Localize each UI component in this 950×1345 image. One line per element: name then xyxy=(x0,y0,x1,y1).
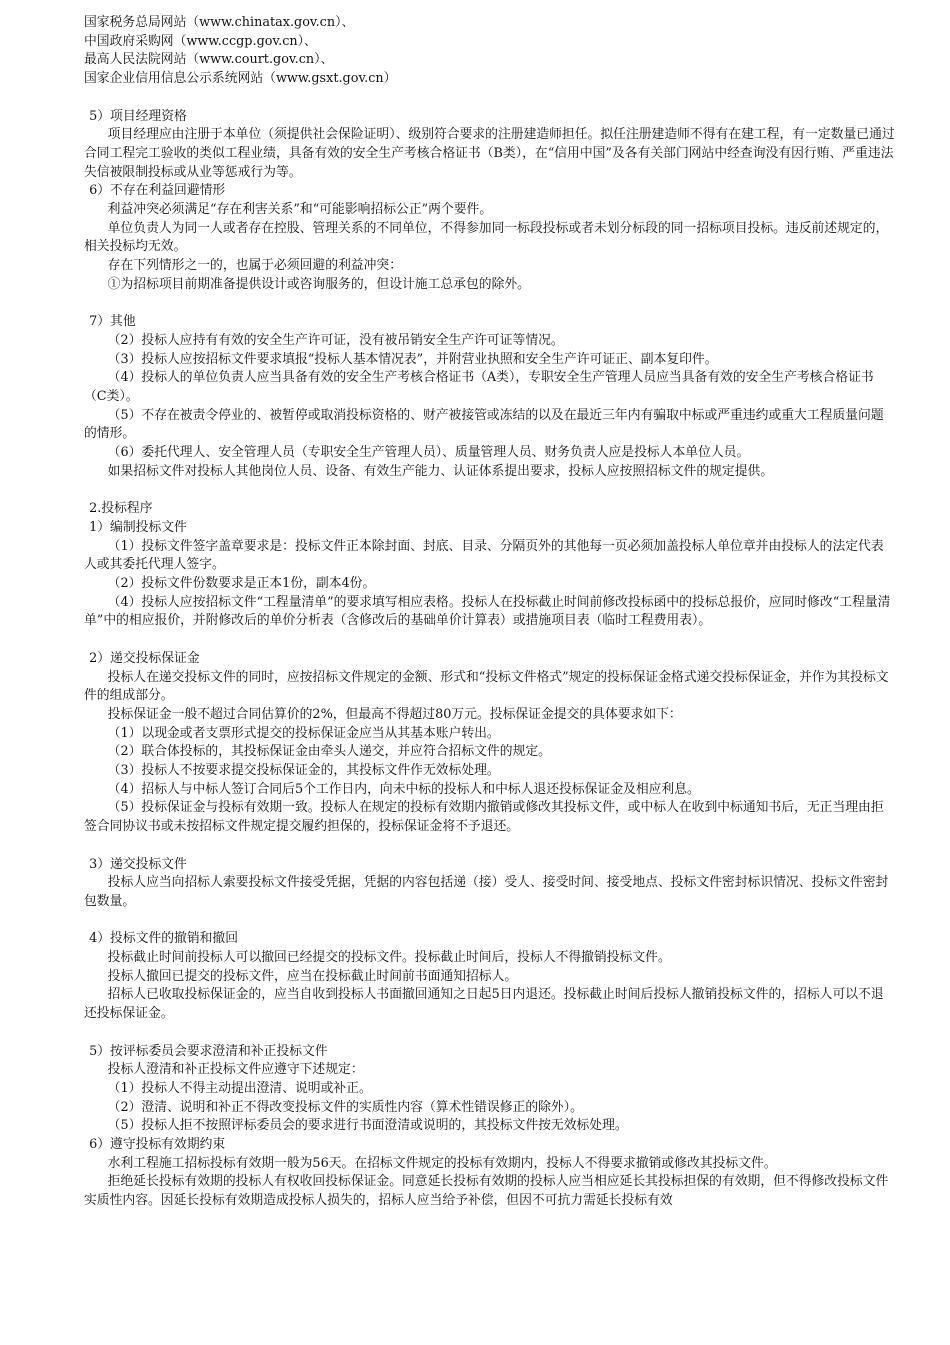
section-bidding-procedure xyxy=(84,500,896,631)
spacer xyxy=(84,837,896,856)
paragraph: 单位负责人为同一人或者存在控股、管理关系的不同单位，不得参加同一标段投标或者未划分标段的同一招标项目投标。违反前述规定的，相关投标均无效。 xyxy=(84,220,889,255)
list-item: （5）投标保证金与投标有效期一致。投标人在规定的投标有效期内撤销或修改其投标文件，或中标人在收到中标通知书后，无正当理由拒签合同协议书或未按招标文件规定提交履约担保的，投标保证金将不予退还。 xyxy=(84,800,884,835)
section-other xyxy=(84,313,896,481)
section-heading: 5）项目经理资格 xyxy=(89,108,187,124)
paragraph: 存在下列情形之一的，也属于必须回避的利益冲突： xyxy=(107,258,402,274)
spacer xyxy=(84,912,896,931)
paragraph: 投标截止时间前投标人可以撤回已经提交的投标文件。投标截止时间后，投标人不得撤销投标文件。 xyxy=(107,950,671,966)
list-item: （4）投标人应按招标文件“工程量清单”的要求填写相应表格。投标人在投标截止时间前修改投标函中的投标总报价，应同时修改“工程量清单”中的相应报价，并附修改后的单价分析表（含修改后的基础单价计算表）或措施项目表（临时工程费用表）。 xyxy=(84,594,891,629)
paragraph: 投标人撤回已提交的投标文件，应当在投标截止时间前书面通知招标人。 xyxy=(107,968,518,984)
spacer xyxy=(84,1024,896,1043)
list-item: （2）投标人应持有有效的安全生产许可证，没有被吊销安全生产许可证等情况。 xyxy=(107,332,564,348)
list-item: （4）投标人的单位负责人应当具备有效的安全生产考核合格证书（A类），专职安全生产管理人员应当具备有效的安全生产考核合格证书（C类）。 xyxy=(84,370,874,405)
section-project-manager xyxy=(84,108,896,183)
subsection-heading: 5）按评标委员会要求澄清和补正投标文件 xyxy=(89,1043,328,1059)
website-list xyxy=(84,14,896,89)
subsection-heading: 3）递交投标文件 xyxy=(89,856,187,872)
list-item: （4）招标人与中标人签订合同后5个工作日内，向未中标的投标人和中标人退还投标保证金及相应利息。 xyxy=(107,781,700,797)
list-item: （5）不存在被责令停业的、被暂停或取消投标资格的、财产被接管或冻结的以及在最近三年内有骗取中标或严重违约或重大工程质量问题的情形。 xyxy=(84,407,884,442)
paragraph: 项目经理应由注册于本单位（须提供社会保险证明）、级别符合要求的注册建造师担任。拟任注册建造师不得有在建工程，有一定数量已通过合同工程完工验收的类似工程业绩，具备有效的安全生产考核合格证书（B类），在“信用中国”及各有关部门网站中经查询没有因行贿、严重违法失信被限制投标或从业等惩戒行为等。 xyxy=(84,127,895,180)
section-heading: 2.投标程序 xyxy=(89,501,153,517)
spacer xyxy=(84,89,896,108)
section-validity xyxy=(84,1136,896,1211)
list-item: （2）投标文件份数要求是正本1份，副本4份。 xyxy=(107,576,376,592)
list-item: （6）委托代理人、安全管理人员（专职安全生产管理人员）、质量管理人员、财务负责人应是投标人本单位人员。 xyxy=(107,445,750,461)
paragraph: ①为招标项目前期准备提供设计或咨询服务的，但设计施工总承包的除外。 xyxy=(107,276,530,292)
paragraph: 水利工程施工招标投标有效期一般为56天。在招标文件规定的投标有效期内，投标人不得要求撤销或修改其投标文件。 xyxy=(107,1155,777,1171)
list-item: （3）投标人不按要求提交投标保证金的，其投标文件作无效标处理。 xyxy=(107,763,500,779)
section-heading: 7）其他 xyxy=(89,314,136,330)
subsection-heading: 1）编制投标文件 xyxy=(89,519,187,535)
paragraph: 拒绝延长投标有效期的投标人有权收回投标保证金。同意延长投标有效期的投标人应当相应延长其投标担保的有效期，但不得修改投标文件实质性内容。因延长投标有效期造成投标人损失的，招标人应当给予补偿，但因不可抗力需延长投标有效 xyxy=(84,1174,889,1209)
website-line: 国家企业信用信息公示系统网站（www.gsxt.gov.cn） xyxy=(84,71,397,87)
list-item: （1）投标文件签字盖章要求是：投标文件正本除封面、封底、目录、分隔页外的其他每一页必须加盖投标人单位章并由投标人的法定代表人或其委托代理人签字。 xyxy=(84,538,884,573)
section-conflict-of-interest xyxy=(84,182,896,294)
paragraph: 投标人在递交投标文件的同时，应按招标文件规定的金额、形式和“投标文件格式”规定的投标保证金格式递交投标保证金，并作为其投标文件的组成部分。 xyxy=(84,669,889,704)
website-line: 最高人民法院网站（www.court.gov.cn）、 xyxy=(84,52,334,68)
list-item: （2）联合体投标的，其投标保证金由牵头人递交，并应符合招标文件的规定。 xyxy=(107,744,551,760)
list-item: （1）以现金或者支票形式提交的投标保证金应当从其基本账户转出。 xyxy=(107,725,500,741)
paragraph: 投标保证金一般不超过合同估算价的2%，但最高不得超过80万元。投标保证金提交的具体要求如下： xyxy=(107,706,682,722)
list-item: （2）澄清、说明和补正不得改变投标文件的实质性内容（算术性错误修正的除外）。 xyxy=(107,1099,583,1115)
spacer xyxy=(84,482,896,501)
section-withdraw xyxy=(84,930,896,1024)
paragraph: 如果招标文件对投标人其他岗位人员、设备、有效生产能力、认证体系提出要求，投标人应按照招标文件的规定提供。 xyxy=(107,463,774,479)
list-item: （1）投标人不得主动提出澄清、说明或补正。 xyxy=(107,1080,372,1096)
section-deposit xyxy=(84,650,896,837)
website-line: 国家税务总局网站（www.chinatax.gov.cn）、 xyxy=(84,15,355,30)
subsection-heading: 6）遵守投标有效期约束 xyxy=(89,1137,226,1153)
spacer xyxy=(84,295,896,314)
section-submit xyxy=(84,856,896,912)
section-clarify xyxy=(84,1043,896,1137)
paragraph: 投标人澄清和补正投标文件应遵守下述规定： xyxy=(107,1062,364,1078)
section-heading: 6）不存在利益回避情形 xyxy=(89,183,226,199)
subsection-heading: 4）投标文件的撤销和撤回 xyxy=(89,931,239,947)
spacer xyxy=(84,631,896,650)
list-item: （3）投标人应按招标文件要求填报“投标人基本情况表”，并附营业执照和安全生产许可证正、副本复印件。 xyxy=(107,351,718,367)
document-page xyxy=(84,14,896,1211)
paragraph: 招标人已收取投标保证金的，应当自收到投标人书面撤回通知之日起5日内退还。投标截止时间后投标人撤销投标文件的，招标人可以不退还投标保证金。 xyxy=(84,987,884,1022)
subsection-heading: 2）递交投标保证金 xyxy=(89,650,200,666)
list-item: （5）投标人拒不按照评标委员会的要求进行书面澄清或说明的，其投标文件按无效标处理。 xyxy=(107,1118,628,1134)
paragraph: 利益冲突必须满足“存在利害关系”和“可能影响招标公正”两个要件。 xyxy=(107,202,493,218)
paragraph: 投标人应当向招标人索要投标文件接受凭据，凭据的内容包括递（接）受人、接受时间、接受地点、投标文件密封标识情况、投标文件密封包数量。 xyxy=(84,875,889,909)
website-line: 中国政府采购网（www.ccgp.gov.cn）、 xyxy=(84,33,317,49)
